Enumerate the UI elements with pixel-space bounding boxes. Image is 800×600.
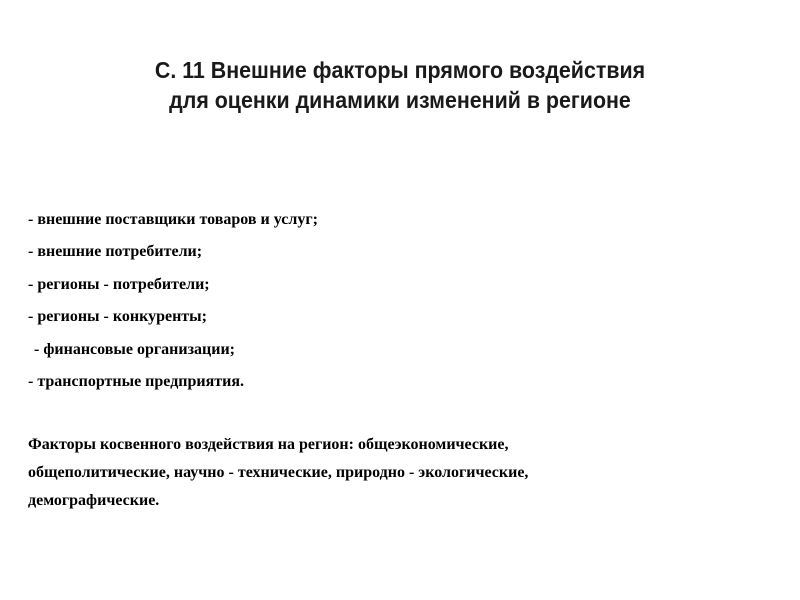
list-item: - внешние потребители; bbox=[28, 243, 203, 261]
direct-factors-list bbox=[28, 209, 318, 403]
list-item: - регионы - потребители; bbox=[28, 275, 210, 293]
paragraph-line: Факторы косвенного воздействия на регион: общеэкономические, bbox=[28, 436, 509, 453]
list-item: - регионы - конкуренты; bbox=[28, 308, 207, 326]
paragraph-line: общеполитические, научно - технические, природно - экологические, bbox=[28, 464, 529, 481]
list-item: - транспортные предприятия. bbox=[28, 372, 245, 390]
list-item: - финансовые организации; bbox=[34, 340, 236, 358]
indirect-factors-paragraph bbox=[28, 431, 768, 515]
slide-title bbox=[28, 55, 772, 115]
slide-title-line: для оценки динамики изменений в регионе bbox=[169, 87, 631, 113]
paragraph-line: демографические. bbox=[28, 492, 160, 509]
list-item: - внешние поставщики товаров и услуг; bbox=[28, 211, 318, 228]
slide-title-line: С. 11 Внешние факторы прямого воздействия bbox=[154, 57, 646, 83]
